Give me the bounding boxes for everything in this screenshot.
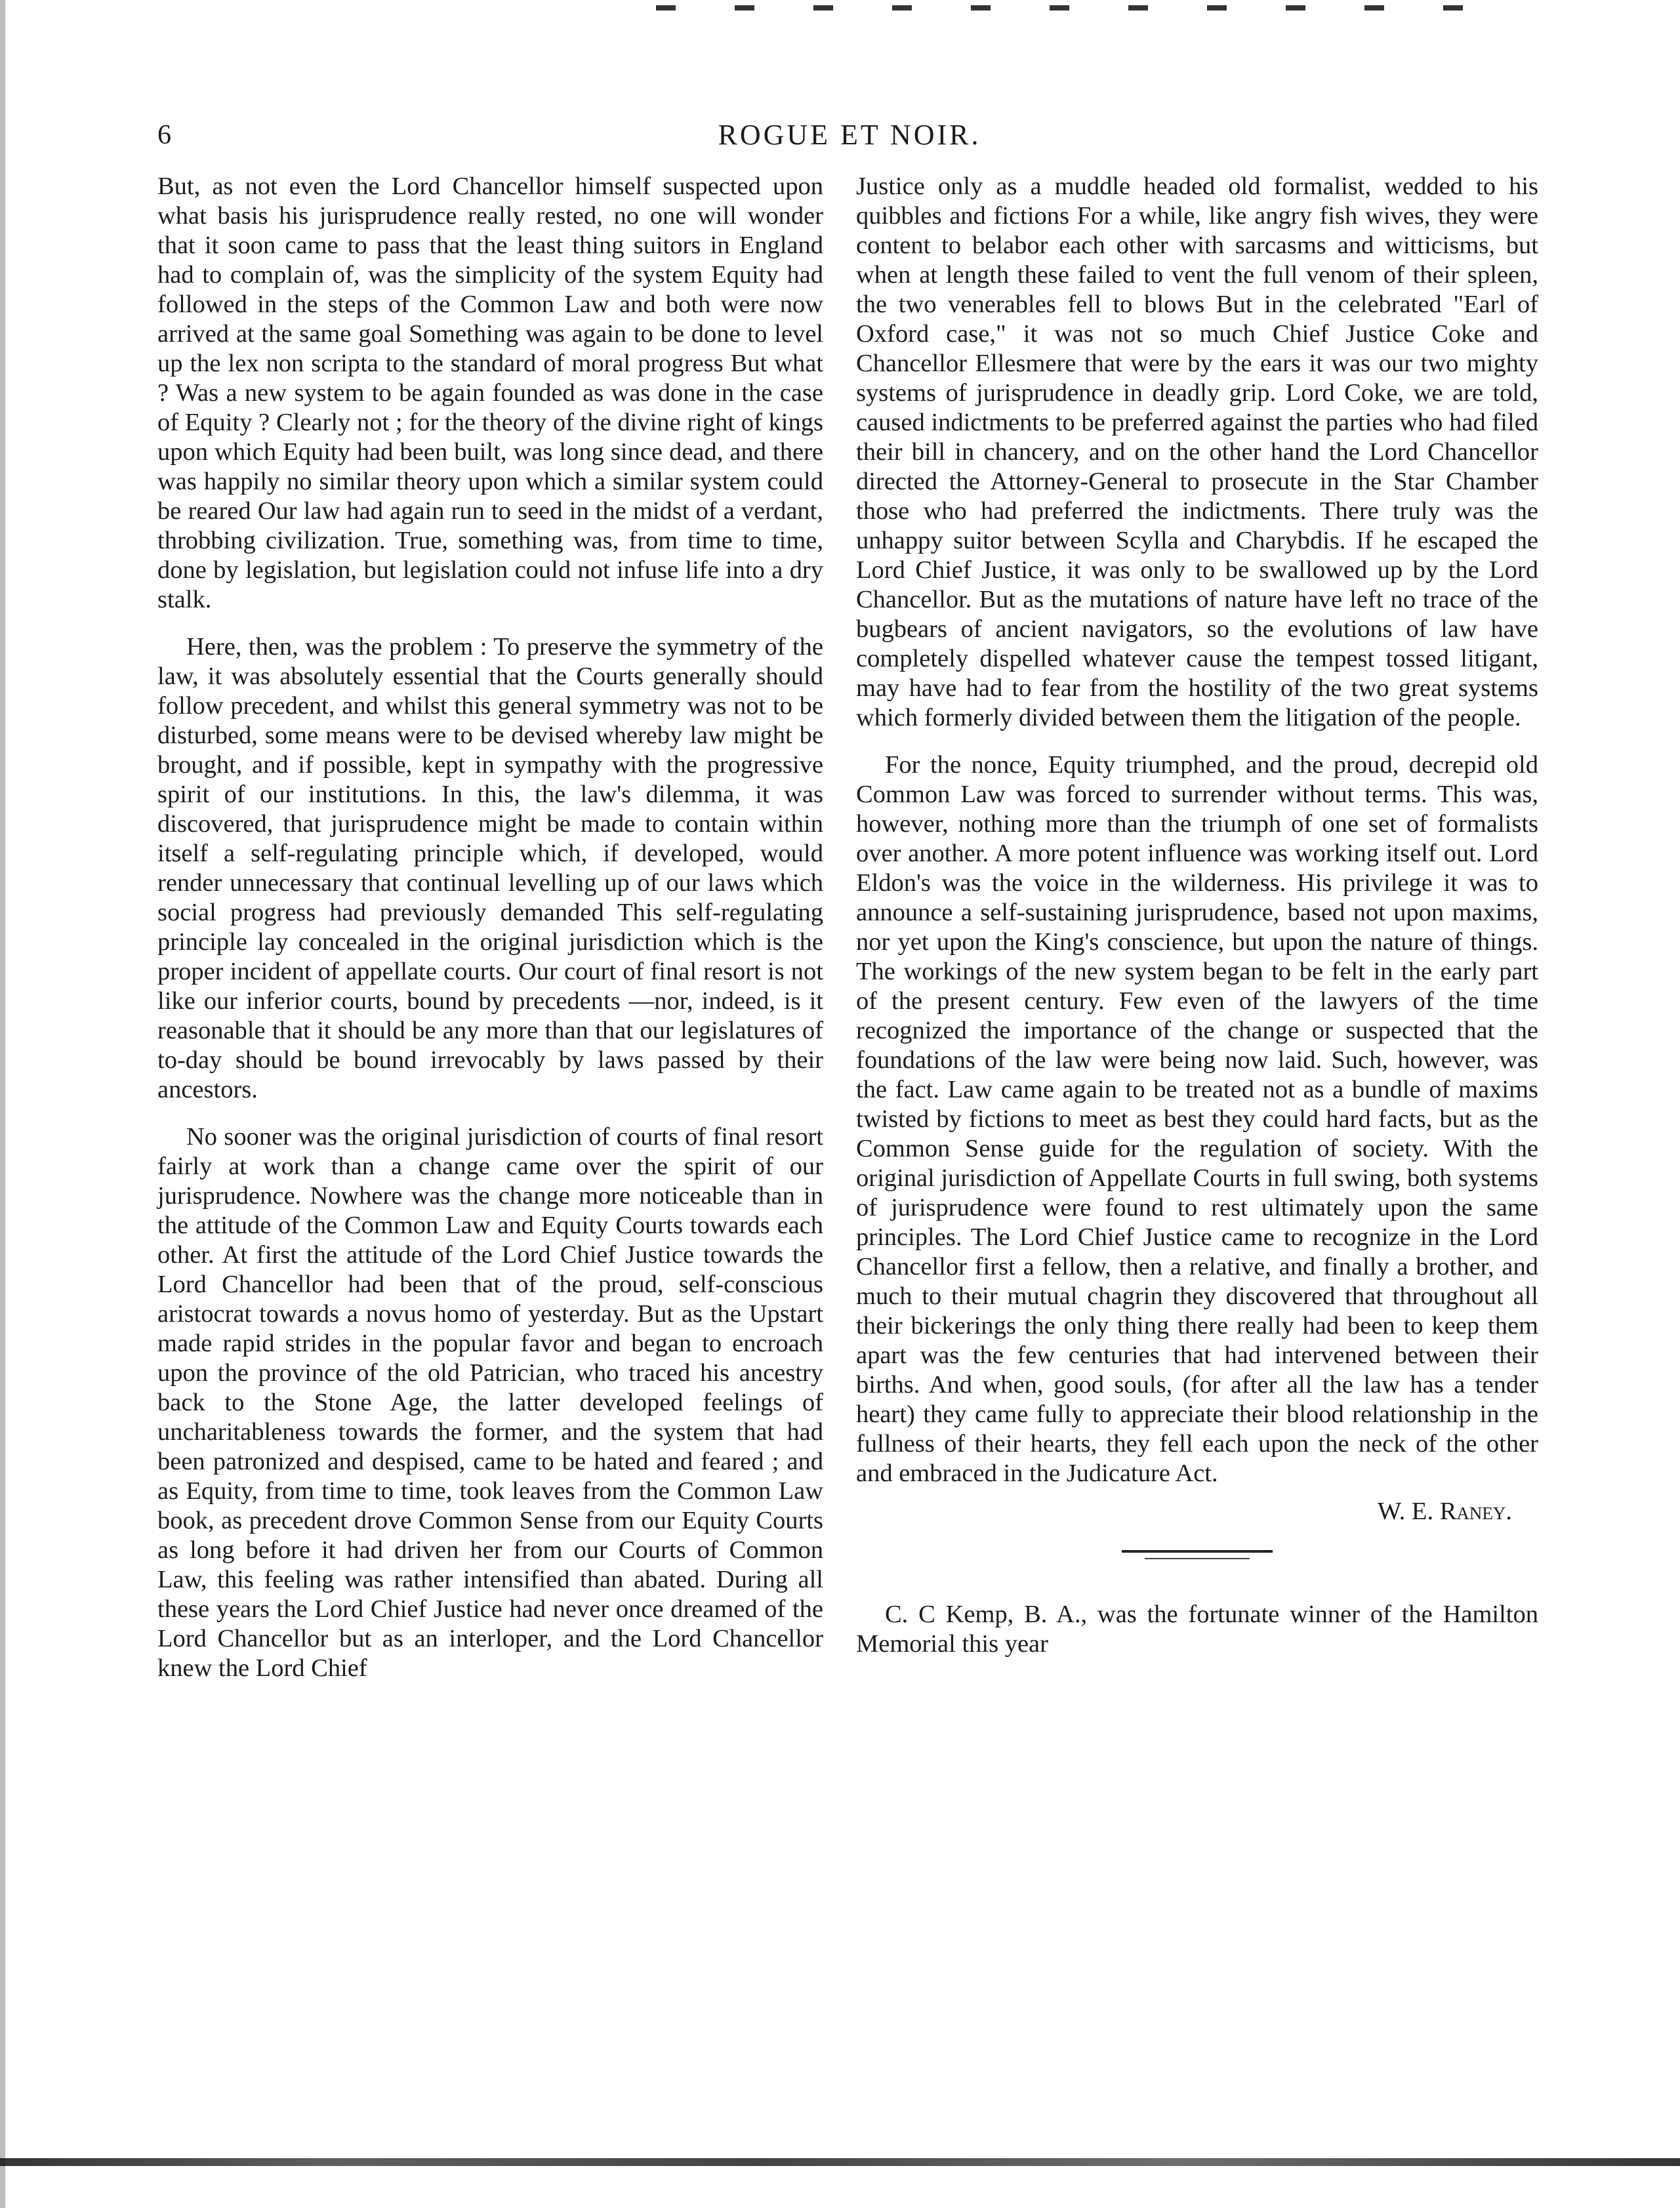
news-note: C. C Kemp, B. A., was the fortunate winner of the Hamilton Memorial this year: [856, 1601, 1538, 1658]
right-column: [856, 172, 1538, 1677]
divider-thin-rule: [1145, 1558, 1250, 1559]
divider-thick-rule: [1122, 1550, 1273, 1553]
page-header: [157, 113, 1542, 159]
scan-bottom-edge: [0, 2158, 1680, 2166]
left-column: [157, 172, 823, 1701]
scan-left-edge: [0, 0, 5, 2208]
running-title: ROGUE ET NOIR.: [718, 119, 981, 151]
author-signature: W. E. Raney.: [1377, 1498, 1512, 1525]
paragraph: But, as not even the Lord Chancellor himself suspected upon what basis his jurisprudence really rested, no one will wonder that it soon came to pass that the least thing suitors in England had to complain of, was the simplicity of the system Equity had followed in the steps of the Common Law and both were now arrived at the same goal Something was again to be done to level up the lex non scripta to the standard of moral progress But what ? Was a new system to be again founded as was done in the case of Equity ? Clearly not ; for the theory of the divine right of kings upon which Equity had been built, was long since dead, and there was happily no similar theory upon which a similar system could be reared Our law had again run to seed in the midst of a verdant, throbbing civilization. True, something was, from time to time, done by legislation, but legislation could not infuse life into a dry stalk.: [157, 173, 823, 613]
scan-top-specks: [656, 5, 1476, 10]
paragraph: Justice only as a muddle headed old formalist, wedded to his quibbles and fictions For a while, like angry fish wives, they were content to belabor each other with sarcasms and witticisms, but when at length these failed to vent the full venom of their spleen, the two venerables fell to blows But in the celebrated "Earl of Oxford case," it was not so much Chief Justice Coke and Chancellor Ellesmere that were by the ears it was our two mighty systems of jurisprudence in deadly grip. Lord Coke, we are told, caused indictments to be preferred against the parties who had filed their bill in chancery, and on the other hand the Lord Chancellor directed the Attorney-General to prosecute in the Star Chamber those who had preferred the indictments. There truly was the unhappy suitor between Scylla and Charybdis. If he escaped the Lord Chief Justice, it was only to be swallowed up by the Lord Chancellor. But as the mutations of nature have left no trace of the bugbears of ancient navigators, so the evolutions of law have completely dispelled whatever cause the tempest tossed litigant, may have had to fear from the hostility of the two great systems which formerly divided between them the litigation of the people.: [856, 173, 1538, 731]
page-number: 6: [157, 120, 171, 150]
paragraph: For the nonce, Equity triumphed, and the proud, decrepid old Common Law was forced to surrender without terms. This was, however, nothing more than the triumph of one set of formalists over another. A more potent influence was working itself out. Lord Eldon's was the voice in the wilderness. His privilege it was to announce a self-sustaining jurisprudence, based not upon maxims, nor yet upon the King's conscience, but upon the nature of things. The workings of the new system began to be felt in the early part of the present century. Few even of the lawyers of the time recognized the importance of the change or suspected that the foundations of the law were being now laid. Such, however, was the fact. Law came again to be treated not as a bundle of maxims twisted by fictions to meet as best they could hard facts, but as the Common Sense guide for the regulation of society. With the original jurisdiction of Appellate Courts in full swing, both systems of jurisprudence were found to rest ultimately upon the same principles. The Lord Chief Justice came to recognize in the Lord Chancellor first a fellow, then a relative, and finally a brother, and much to their mutual chagrin they discovered that throughout all their bickerings the only thing there really had been to keep them apart was the few centuries that had intervened between their births. And when, good souls, (for after all the law has a tender heart) they came fully to appreciate their blood relationship in the fullness of their hearts, they fell each upon the neck of the other and embraced in the Judicature Act.: [856, 751, 1538, 1487]
section-divider: [1122, 1550, 1273, 1559]
paragraph: Here, then, was the problem : To preserve the symmetry of the law, it was absolutely essential that the Courts generally should follow precedent, and whilst this general symmetry was not to be disturbed, some means were to be devised whereby law might be brought, and if possible, kept in sympathy with the progressive spirit of our institutions. In this, the law's dilemma, it was discovered, that jurisprudence might be made to contain within itself a self-regulating principle which, if developed, would render unnecessary that continual levelling up of our laws which social progress had previously demanded This self-regulating principle lay concealed in the original jurisdiction which is the proper incident of appellate courts. Our court of final resort is not like our inferior courts, bound by precedents —nor, indeed, is it reasonable that it should be any more than that our legislatures of to-day should be bound irrevocably by laws passed by their ancestors.: [157, 633, 823, 1103]
paragraph: No sooner was the original jurisdiction of courts of final resort fairly at work than a change came over the spirit of our jurisprudence. Nowhere was the change more noticeable than in the attitude of the Common Law and Equity Courts towards each other. At first the attitude of the Lord Chief Justice towards the Lord Chancellor had been that of the proud, self-conscious aristocrat towards a novus homo of yesterday. But as the Upstart made rapid strides in the popular favor and began to encroach upon the province of the old Patrician, who traced his ancestry back to the Stone Age, the latter developed feelings of uncharitableness towards the former, and the system that had been patronized and despised, came to be hated and feared ; and as Equity, from time to time, took leaves from the Common Law book, as precedent drove Common Sense from our Equity Courts as long before it had driven her from our Courts of Common Law, this feeling was rather intensified than abated. During all these years the Lord Chief Justice had never once dreamed of the Lord Chancellor but as an interloper, and the Lord Chancellor knew the Lord Chief: [157, 1123, 823, 1682]
